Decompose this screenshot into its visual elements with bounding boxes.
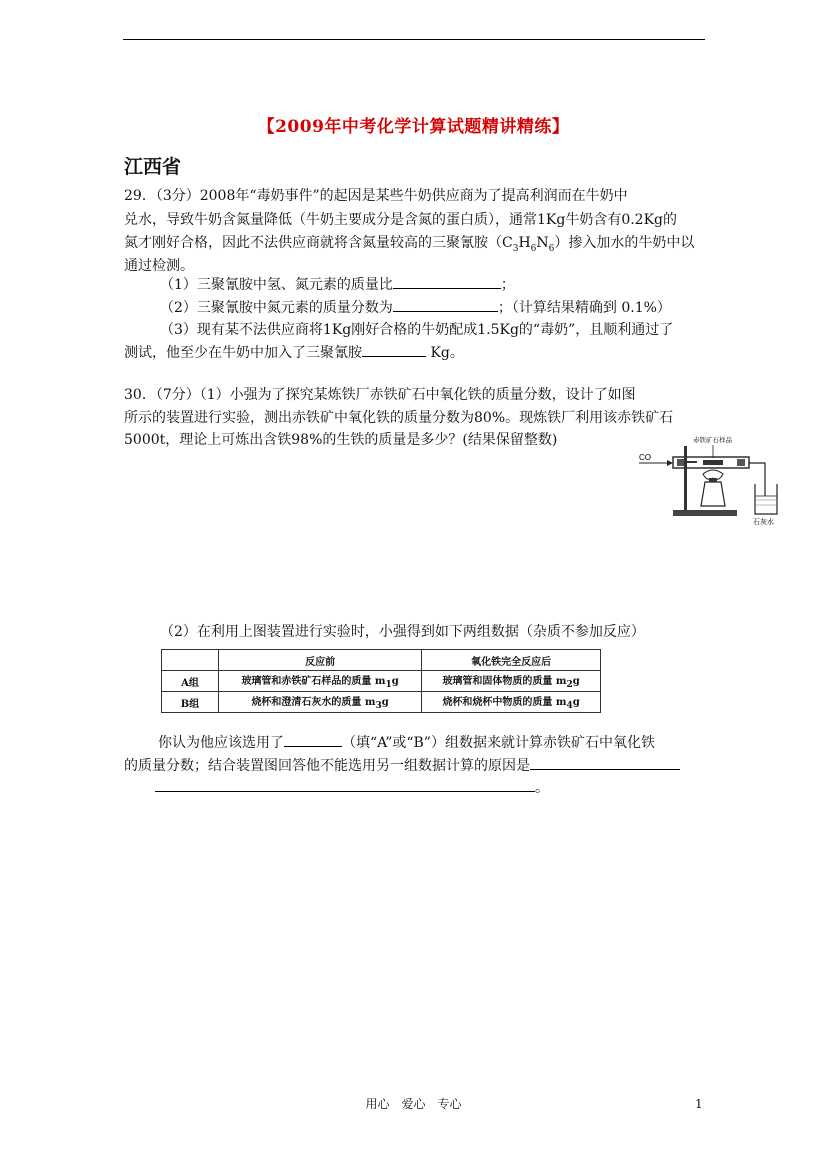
table-row	[162, 692, 601, 713]
group-cell: B组	[162, 692, 219, 713]
q30-answer-line-3	[155, 777, 549, 801]
table-row	[162, 671, 601, 692]
answer-blank[interactable]	[284, 732, 342, 747]
stopper	[677, 459, 685, 466]
q29-sub-2-text: （2）三聚氰胺中氮元素的质量分数为	[160, 300, 393, 316]
province-heading: 江西省	[124, 156, 182, 178]
after-text: 玻璃管和固体物质的质量 m	[442, 676, 567, 687]
answer-blank[interactable]	[155, 777, 535, 792]
q30-line-2: 所示的装置进行实验，测出赤铁矿中氧化铁的质量分数为80%。现炼铁厂利用该赤铁矿石	[124, 410, 674, 426]
table-header-cell: 反应前	[219, 650, 422, 671]
co-label: CO	[639, 453, 651, 462]
formula-sub: 3	[512, 243, 519, 254]
subscript: 2	[566, 680, 573, 690]
q30-answer-line-1	[158, 732, 655, 756]
q29-sub-1	[160, 274, 515, 298]
delivery-tube	[749, 463, 765, 496]
q29-sub-2-end: ；（计算结果精确到 0.1%）	[497, 300, 671, 316]
unit: g	[391, 676, 399, 687]
document-title: 【2009年中考化学计算试题精讲精练】	[257, 117, 570, 137]
q30-part-2: （2）在利用上图装置进行实验时，小强得到如下两组数据（杂质不参加反应）	[160, 624, 645, 640]
answer-blank[interactable]	[362, 342, 426, 357]
group-cell: A组	[162, 671, 219, 692]
before-text: 玻璃管和赤铁矿石样品的质量 m	[241, 676, 386, 687]
unit: g	[572, 676, 580, 687]
answer-blank[interactable]	[393, 297, 498, 312]
co-arrow-head	[667, 460, 673, 466]
table-header-row	[162, 650, 601, 671]
q29-sub-3-end: Kg。	[426, 345, 464, 361]
sample-label: 赤铁矿石样品	[693, 436, 732, 444]
header-rule	[123, 39, 705, 40]
subscript: 4	[566, 701, 573, 711]
iron-stand-rod	[684, 446, 687, 512]
q29-sub-3-line-1: （3）现有某不法供应商将1Kg刚好合格的牛奶配成1.5Kg的“毒奶”，且顺利通过了	[160, 322, 674, 338]
ore-sample	[703, 460, 723, 465]
subscript: 3	[375, 701, 382, 711]
q30-line-3: 5000t，理论上可炼出含铁98%的生铁的质量是多少？(结果保留整数)	[124, 432, 558, 448]
stand-base	[673, 510, 737, 516]
answer-blank[interactable]	[530, 755, 680, 770]
answer-pre: 你认为他应该选用了	[158, 735, 284, 751]
answer-line-2-text: 的质量分数；结合装置图回答他不能选用另一组数据计算的原因是	[124, 758, 530, 774]
q29-line-3-post: ）掺入加水的牛奶中以	[554, 235, 695, 251]
q29-sub-2	[160, 297, 671, 321]
q29-sub-3-pre: 测试，他至少在牛奶中加入了三聚氰胺	[124, 345, 362, 361]
apparatus-diagram	[637, 434, 779, 526]
before-text: 烧杯和澄清石灰水的质量 m	[251, 697, 376, 708]
answer-mid: （填“A”或“B”）组数据来就计算赤铁矿石中氧化铁	[342, 735, 655, 751]
unit: g	[381, 697, 389, 708]
formula-sub: 6	[548, 243, 555, 254]
q30-answer-line-2	[124, 755, 680, 779]
q29-line-2: 兑水，导致牛奶含氮量降低（牛奶主要成分是含氮的蛋白质），通常1Kg牛奶含有0.2Kg的	[124, 212, 678, 228]
formula-part: H	[518, 235, 531, 251]
data-table	[161, 649, 601, 713]
stopper	[737, 459, 745, 466]
beaker	[755, 484, 777, 514]
burner	[701, 482, 725, 506]
table-header-cell: 氧化铁完全反应后	[422, 650, 601, 671]
answer-blank[interactable]	[393, 274, 501, 289]
burner-nozzle	[709, 478, 717, 482]
limewater-label: 石灰水	[753, 518, 774, 526]
q29-line-4: 通过检测。	[124, 258, 194, 274]
answer-end: 。	[535, 780, 549, 796]
formula-sub: 6	[530, 243, 537, 254]
q29-line-3	[124, 232, 694, 261]
formula-part: N	[536, 235, 549, 251]
before-cell	[219, 671, 422, 692]
q29-line-3-pre: 氮才刚好合格，因此不法供应商就将含氮量较高的三聚氰胺（C	[124, 235, 513, 251]
q29-sub-1-end: ；	[500, 277, 515, 293]
before-cell	[219, 692, 422, 713]
q29-sub-1-text: （1）三聚氰胺中氢、氮元素的质量比	[160, 277, 393, 293]
after-text: 烧杯和烧杯中物质的质量 m	[442, 697, 567, 708]
q29-line-1: 29．（3分）2008年“毒奶事件”的起因是某些牛奶供应商为了提高利润而在牛奶中	[124, 188, 628, 204]
after-cell	[422, 671, 601, 692]
flame-icon	[703, 470, 723, 479]
q29-sub-3-line-2	[124, 342, 464, 366]
subscript: 1	[385, 680, 392, 690]
footer-text: 用心 爱心 专心	[365, 1097, 462, 1111]
q30-line-1: 30．（7分）（1）小强为了探究某炼铁厂赤铁矿石中氧化铁的质量分数，设计了如图	[124, 387, 636, 403]
table-header-cell	[162, 650, 219, 671]
page-number: 1	[695, 1097, 703, 1111]
after-cell	[422, 692, 601, 713]
unit: g	[572, 697, 580, 708]
